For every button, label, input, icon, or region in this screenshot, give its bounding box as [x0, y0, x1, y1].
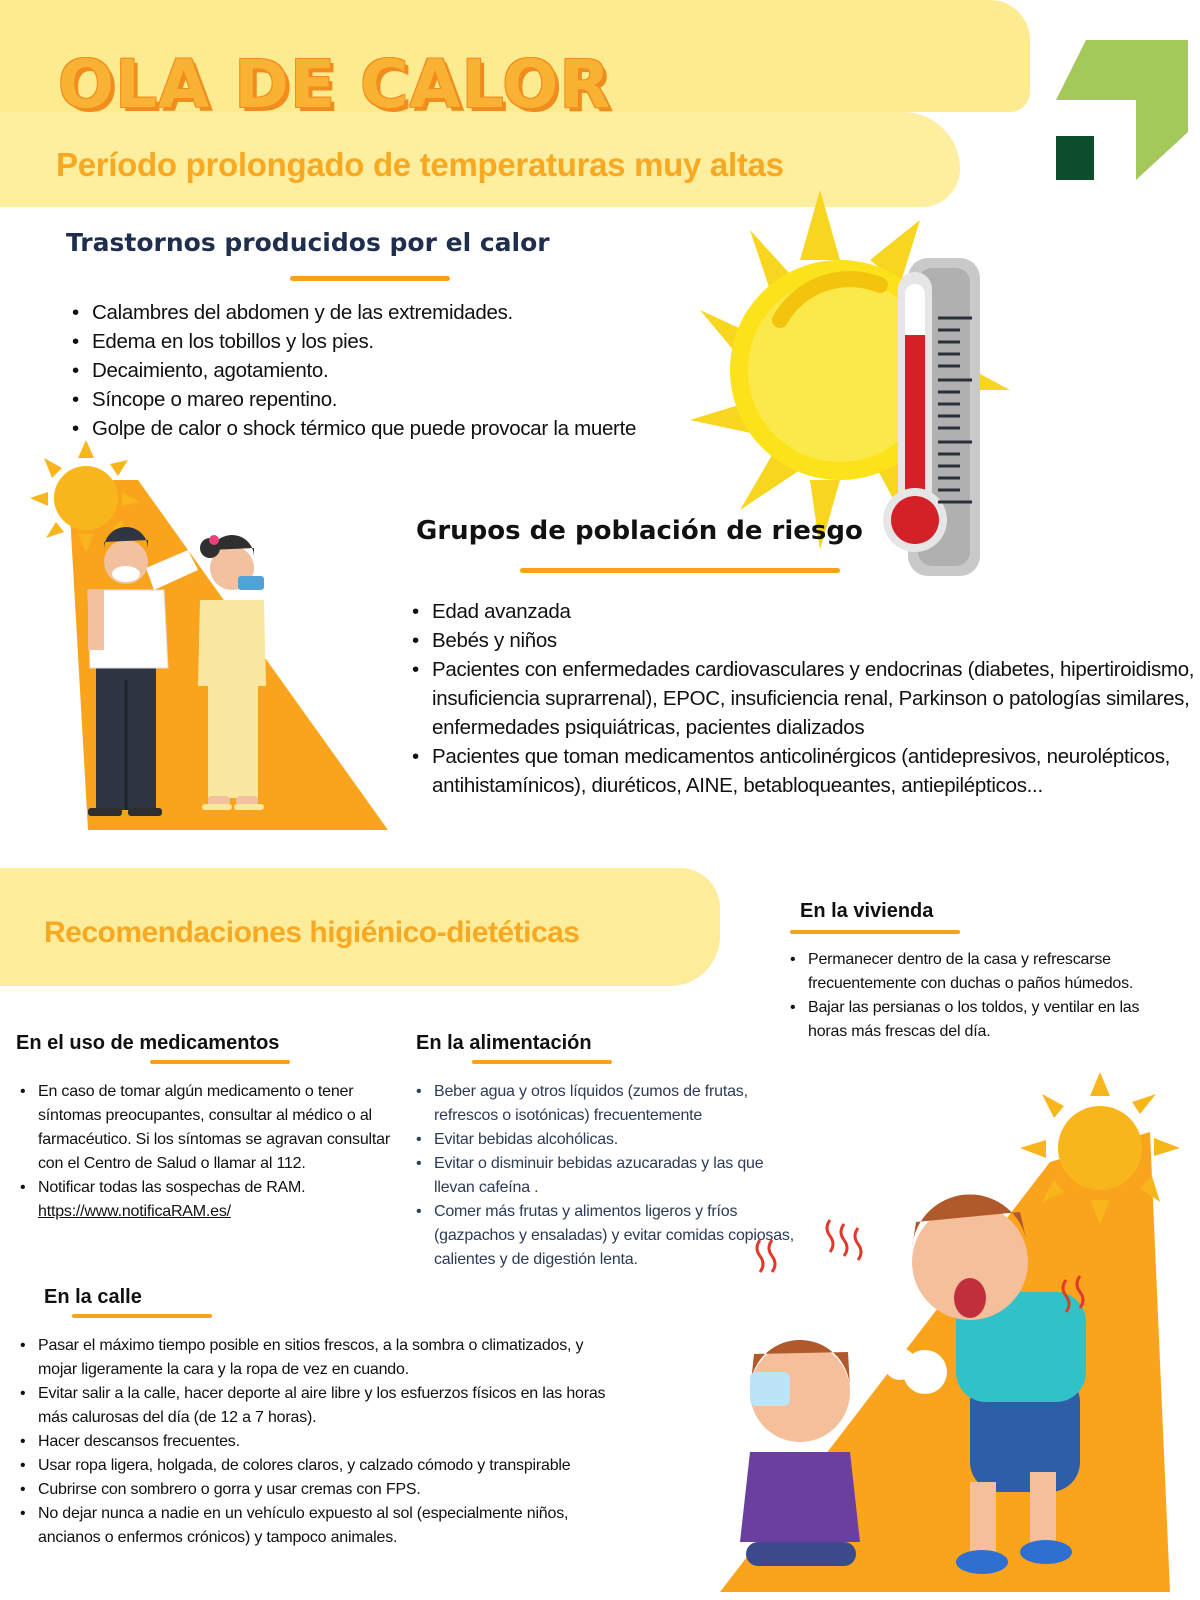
grupos-underline — [520, 568, 840, 573]
vivienda-list — [786, 948, 1178, 1044]
vivienda-heading: En la vivienda — [800, 900, 934, 922]
medicamentos-list — [16, 1080, 396, 1224]
trastornos-heading: Trastornos producidos por el calor — [66, 228, 550, 257]
list-item: • Pasar el máximo tiempo posible en sitios frescos, a la sombra o climatizados, y mojar ligeramente la cara y la ropa de vez en cuando. — [38, 1334, 610, 1382]
crying-girl-figure — [740, 1340, 860, 1566]
list-item: • Bajar las persianas o los toldos, y ventilar en las horas más frescas del día. — [808, 996, 1178, 1044]
list-item: • Comer más frutas y alimentos ligeros y fríos (gazpachos y ensaladas) y evitar comidas copiosas, calientes y de digestión lenta. — [434, 1200, 804, 1272]
list-item: • Síncope o mareo repentino. — [92, 385, 712, 414]
heat-people-illustration — [28, 440, 388, 830]
logo — [1056, 40, 1188, 180]
heat-kids-illustration — [720, 1072, 1190, 1592]
list-item: • En caso de tomar algún medicamento o tener síntomas preocupantes, consultar al médico o al farmacéutico. Si los síntomas se agravan consultar con el Centro de Salud o llamar al 112. — [38, 1080, 396, 1176]
page-subtitle: Período prolongado de temperaturas muy altas — [56, 146, 784, 183]
list-item: • Calambres del abdomen y de las extremidades. — [92, 298, 712, 327]
girl-figure — [198, 535, 266, 810]
grupos-list — [410, 597, 1200, 800]
list-item: • Evitar salir a la calle, hacer deporte al aire libre y los esfuerzos físicos en las horas más calurosas del día (de 12 a 7 horas). — [38, 1382, 610, 1430]
list-item: • Edad avanzada — [432, 597, 1200, 626]
vivienda-underline — [790, 930, 960, 934]
page-title: OLA DE CALOR — [58, 46, 612, 123]
list-item: • Beber agua y otros líquidos (zumos de frutas, refrescos o isotónicas) frecuentemente — [434, 1080, 804, 1128]
calle-list — [16, 1334, 610, 1550]
list-item-text: Notificar todas las sospechas de RAM. — [38, 1179, 306, 1196]
list-item: • Cubrirse con sombrero o gorra y usar cremas con FPS. — [38, 1478, 610, 1502]
list-item: • Bebés y niños — [432, 626, 1200, 655]
trastornos-underline — [290, 276, 450, 281]
trastornos-list — [70, 298, 712, 443]
medicamentos-underline — [150, 1060, 290, 1064]
list-item: • Pacientes con enfermedades cardiovasculares y endocrinas (diabetes, hipertiroidismo, insuficiencia suprarrenal), EPOC, insuficiencia renal, Parkinson o patologías similares, enfermedades psiquiátricas, pacientes dializados — [432, 655, 1200, 742]
list-item: • Decaimiento, agotamiento. — [92, 356, 712, 385]
calle-underline — [72, 1314, 212, 1318]
alimentacion-underline — [472, 1060, 612, 1064]
list-item: • Edema en los tobillos y los pies. — [92, 327, 712, 356]
logo-square — [1056, 136, 1094, 180]
recomendaciones-heading: Recomendaciones higiénico-dietéticas — [44, 916, 580, 949]
list-item: • Evitar o disminuir bebidas azucaradas y las que llevan cafeína . — [434, 1152, 804, 1200]
grupos-heading: Grupos de población de riesgo — [416, 516, 863, 546]
list-item: • Usar ropa ligera, holgada, de colores claros, y calzado cómodo y transpirable — [38, 1454, 610, 1478]
list-item: • No dejar nunca a nadie en un vehículo expuesto al sol (especialmente niños, ancianos o enfermos crónicos) y tampoco animales. — [38, 1502, 610, 1550]
list-item: • Evitar bebidas alcohólicas. — [434, 1128, 804, 1152]
calle-heading: En la calle — [44, 1286, 142, 1308]
medicamentos-heading: En el uso de medicamentos — [16, 1032, 280, 1054]
list-item: • Permanecer dentro de la casa y refrescarse frecuentemente con duchas o paños húmedos. — [808, 948, 1178, 996]
list-item: • Hacer descansos frecuentes. — [38, 1430, 610, 1454]
notificaram-link[interactable]: https://www.notificaRAM.es/ — [38, 1203, 231, 1220]
list-item: • Golpe de calor o shock térmico que puede provocar la muerte — [92, 414, 712, 443]
list-item: • Pacientes que toman medicamentos anticolinérgicos (antidepresivos, neurolépticos, antihistamínicos), diuréticos, AINE, betabloqueantes, antiepilépticos... — [432, 742, 1200, 800]
list-item — [38, 1176, 396, 1224]
alimentacion-heading: En la alimentación — [416, 1032, 592, 1054]
